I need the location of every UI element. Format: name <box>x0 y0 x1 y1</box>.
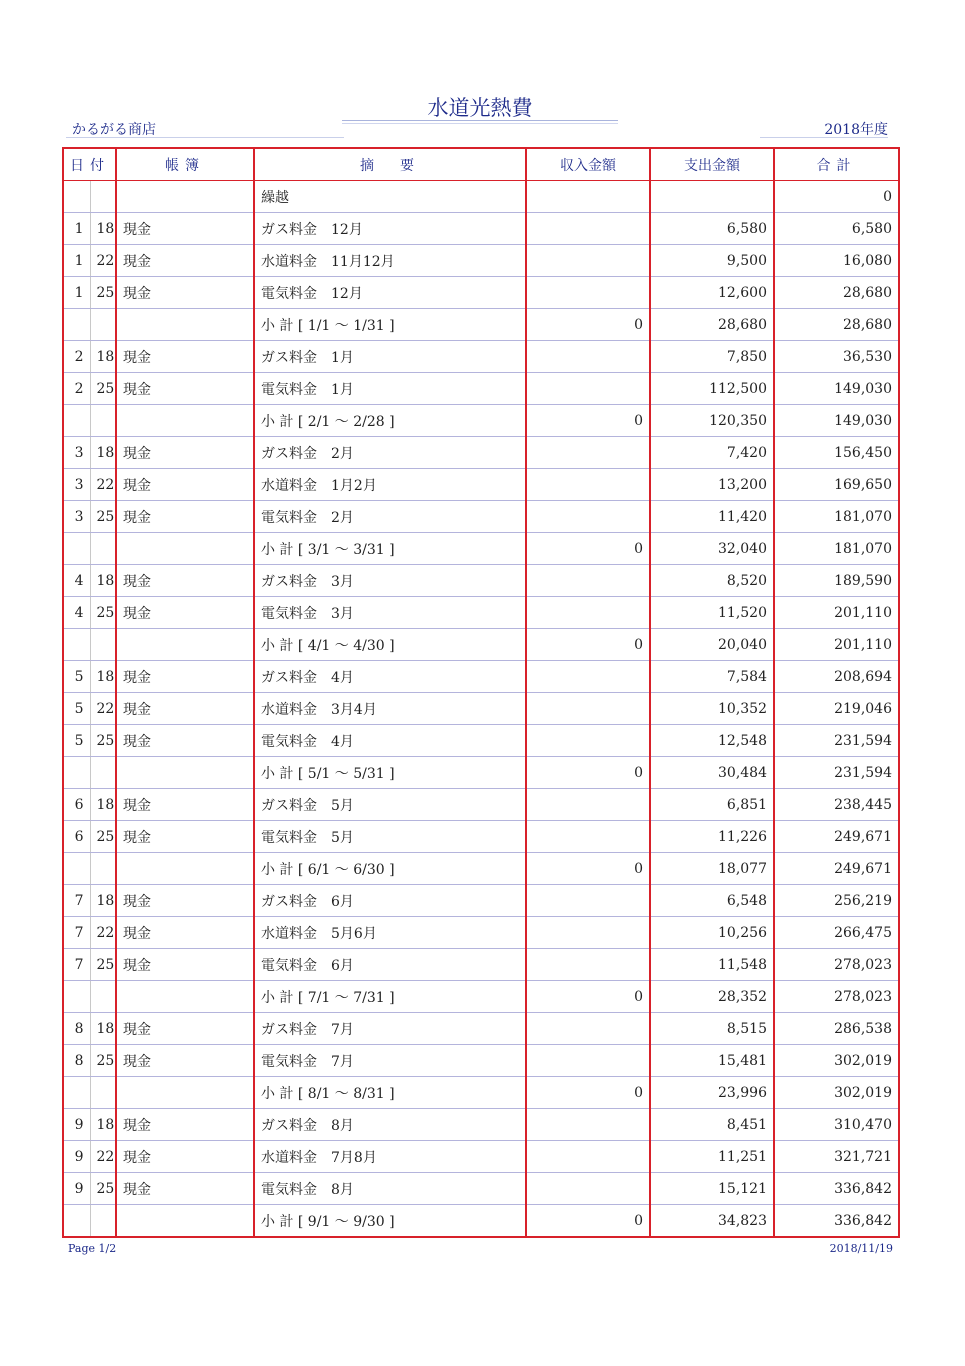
cell-day <box>90 981 116 1013</box>
table-row <box>63 917 899 949</box>
cell-expense: 18,077 <box>650 853 774 885</box>
cell-summary: 小 計 [ 6/1 ～ 6/30 ] <box>254 853 526 885</box>
cell-day <box>90 757 116 789</box>
cell-summary: 水道料金 5月6月 <box>254 917 526 949</box>
cell-book <box>116 533 254 565</box>
column-header-expense: 支出金額 <box>650 148 774 181</box>
cell-day: 25 <box>90 725 116 757</box>
cell-total: 28,680 <box>774 309 899 341</box>
cell-month: 7 <box>63 917 90 949</box>
cell-expense: 7,584 <box>650 661 774 693</box>
column-header-income: 収入金額 <box>526 148 650 181</box>
cell-income: 0 <box>526 629 650 661</box>
cell-book: 現金 <box>116 789 254 821</box>
cell-summary: 小 計 [ 9/1 ～ 9/30 ] <box>254 1205 526 1238</box>
table-row <box>63 885 899 917</box>
cell-summary: ガス料金 7月 <box>254 1013 526 1045</box>
report-title: 水道光熱費 <box>342 92 618 121</box>
cell-summary: 電気料金 3月 <box>254 597 526 629</box>
cell-book: 現金 <box>116 597 254 629</box>
table-row <box>63 661 899 693</box>
cell-total: 310,470 <box>774 1109 899 1141</box>
cell-book <box>116 405 254 437</box>
cell-income <box>526 565 650 597</box>
cell-day: 18 <box>90 661 116 693</box>
cell-month: 1 <box>63 245 90 277</box>
fiscal-year: 2018年度 <box>760 119 888 138</box>
cell-expense: 15,121 <box>650 1173 774 1205</box>
cell-month <box>63 1205 90 1238</box>
cell-month: 1 <box>63 277 90 309</box>
cell-month: 1 <box>63 213 90 245</box>
ledger-body <box>63 181 899 1238</box>
cell-month: 5 <box>63 693 90 725</box>
cell-month: 9 <box>63 1141 90 1173</box>
table-header-row <box>63 148 899 181</box>
cell-book: 現金 <box>116 1045 254 1077</box>
cell-expense: 10,256 <box>650 917 774 949</box>
cell-day: 18 <box>90 1013 116 1045</box>
cell-month: 4 <box>63 565 90 597</box>
cell-expense: 15,481 <box>650 1045 774 1077</box>
cell-month: 2 <box>63 373 90 405</box>
cell-day <box>90 629 116 661</box>
cell-income <box>526 277 650 309</box>
cell-income <box>526 373 650 405</box>
table-row <box>63 629 899 661</box>
cell-income: 0 <box>526 1077 650 1109</box>
cell-month: 7 <box>63 885 90 917</box>
cell-book: 現金 <box>116 373 254 405</box>
cell-total: 28,680 <box>774 277 899 309</box>
cell-total: 302,019 <box>774 1045 899 1077</box>
cell-expense: 7,420 <box>650 437 774 469</box>
cell-summary: 電気料金 2月 <box>254 501 526 533</box>
table-row <box>63 181 899 213</box>
table-row <box>63 405 899 437</box>
cell-summary: 小 計 [ 2/1 ～ 2/28 ] <box>254 405 526 437</box>
cell-total: 231,594 <box>774 757 899 789</box>
cell-month <box>63 309 90 341</box>
cell-day: 18 <box>90 213 116 245</box>
cell-summary: 小 計 [ 8/1 ～ 8/31 ] <box>254 1077 526 1109</box>
table-row <box>63 789 899 821</box>
cell-income <box>526 1141 650 1173</box>
cell-summary: ガス料金 8月 <box>254 1109 526 1141</box>
cell-month: 3 <box>63 501 90 533</box>
cell-day: 25 <box>90 821 116 853</box>
cell-total: 336,842 <box>774 1173 899 1205</box>
cell-expense: 28,352 <box>650 981 774 1013</box>
cell-total: 256,219 <box>774 885 899 917</box>
cell-total: 149,030 <box>774 405 899 437</box>
cell-income <box>526 213 650 245</box>
cell-expense: 11,251 <box>650 1141 774 1173</box>
cell-total: 208,694 <box>774 661 899 693</box>
cell-book: 現金 <box>116 821 254 853</box>
cell-book: 現金 <box>116 1013 254 1045</box>
table-row <box>63 1109 899 1141</box>
cell-day <box>90 181 116 213</box>
cell-day: 22 <box>90 693 116 725</box>
cell-month: 6 <box>63 789 90 821</box>
cell-summary: 小 計 [ 7/1 ～ 7/31 ] <box>254 981 526 1013</box>
cell-month <box>63 1077 90 1109</box>
cell-income <box>526 693 650 725</box>
cell-expense <box>650 181 774 213</box>
cell-day: 25 <box>90 277 116 309</box>
cell-total: 6,580 <box>774 213 899 245</box>
cell-income <box>526 821 650 853</box>
cell-income <box>526 245 650 277</box>
cell-day: 18 <box>90 565 116 597</box>
cell-expense: 13,200 <box>650 469 774 501</box>
cell-book <box>116 981 254 1013</box>
cell-book: 現金 <box>116 213 254 245</box>
table-row <box>63 1141 899 1173</box>
table-row <box>63 981 899 1013</box>
table-row <box>63 277 899 309</box>
table-row <box>63 341 899 373</box>
cell-summary: 水道料金 7月8月 <box>254 1141 526 1173</box>
print-date: 2018/11/19 <box>829 1242 893 1255</box>
cell-summary: 電気料金 4月 <box>254 725 526 757</box>
cell-day: 25 <box>90 949 116 981</box>
cell-summary: 電気料金 1月 <box>254 373 526 405</box>
cell-total: 169,650 <box>774 469 899 501</box>
cell-book: 現金 <box>116 469 254 501</box>
cell-book: 現金 <box>116 725 254 757</box>
cell-income: 0 <box>526 853 650 885</box>
cell-income <box>526 1173 650 1205</box>
cell-month <box>63 533 90 565</box>
cell-total: 181,070 <box>774 501 899 533</box>
cell-summary: 水道料金 11月12月 <box>254 245 526 277</box>
cell-day: 25 <box>90 1173 116 1205</box>
cell-summary: 電気料金 8月 <box>254 1173 526 1205</box>
cell-month: 6 <box>63 821 90 853</box>
column-header-date: 日付 <box>63 148 116 181</box>
table-row <box>63 213 899 245</box>
cell-summary: ガス料金 6月 <box>254 885 526 917</box>
cell-summary: 小 計 [ 1/1 ～ 1/31 ] <box>254 309 526 341</box>
table-row <box>63 949 899 981</box>
cell-expense: 30,484 <box>650 757 774 789</box>
cell-expense: 8,520 <box>650 565 774 597</box>
cell-expense: 6,851 <box>650 789 774 821</box>
cell-summary: ガス料金 4月 <box>254 661 526 693</box>
cell-month: 8 <box>63 1013 90 1045</box>
cell-month: 5 <box>63 725 90 757</box>
cell-expense: 12,548 <box>650 725 774 757</box>
table-row <box>63 1077 899 1109</box>
company-name: かるがる商店 <box>66 119 344 138</box>
cell-summary: 小 計 [ 5/1 ～ 5/31 ] <box>254 757 526 789</box>
table-row <box>63 821 899 853</box>
cell-income: 0 <box>526 533 650 565</box>
cell-summary: 電気料金 12月 <box>254 277 526 309</box>
cell-total: 231,594 <box>774 725 899 757</box>
cell-total: 266,475 <box>774 917 899 949</box>
cell-expense: 112,500 <box>650 373 774 405</box>
cell-expense: 120,350 <box>650 405 774 437</box>
cell-expense: 11,548 <box>650 949 774 981</box>
cell-income <box>526 725 650 757</box>
cell-month: 3 <box>63 437 90 469</box>
cell-income <box>526 789 650 821</box>
table-row <box>63 1173 899 1205</box>
cell-month <box>63 757 90 789</box>
cell-book <box>116 629 254 661</box>
column-header-summary: 摘 要 <box>254 148 526 181</box>
cell-book <box>116 1077 254 1109</box>
cell-income: 0 <box>526 757 650 789</box>
cell-day <box>90 405 116 437</box>
ledger-table <box>62 147 900 1238</box>
cell-day: 25 <box>90 1045 116 1077</box>
cell-summary: ガス料金 1月 <box>254 341 526 373</box>
cell-income <box>526 949 650 981</box>
cell-total: 156,450 <box>774 437 899 469</box>
cell-day: 18 <box>90 437 116 469</box>
cell-month <box>63 981 90 1013</box>
cell-total: 321,721 <box>774 1141 899 1173</box>
cell-book: 現金 <box>116 341 254 373</box>
cell-expense: 11,420 <box>650 501 774 533</box>
cell-day: 25 <box>90 501 116 533</box>
cell-income <box>526 885 650 917</box>
cell-expense: 34,823 <box>650 1205 774 1238</box>
cell-book: 現金 <box>116 885 254 917</box>
cell-income: 0 <box>526 405 650 437</box>
cell-book: 現金 <box>116 501 254 533</box>
cell-total: 278,023 <box>774 949 899 981</box>
cell-book <box>116 181 254 213</box>
cell-total: 278,023 <box>774 981 899 1013</box>
cell-summary: 小 計 [ 3/1 ～ 3/31 ] <box>254 533 526 565</box>
cell-income <box>526 1013 650 1045</box>
cell-total: 189,590 <box>774 565 899 597</box>
cell-income <box>526 469 650 501</box>
cell-book <box>116 309 254 341</box>
cell-expense: 32,040 <box>650 533 774 565</box>
cell-expense: 23,996 <box>650 1077 774 1109</box>
table-row <box>63 693 899 725</box>
cell-total: 302,019 <box>774 1077 899 1109</box>
cell-income <box>526 181 650 213</box>
cell-expense: 6,548 <box>650 885 774 917</box>
cell-expense: 10,352 <box>650 693 774 725</box>
cell-income <box>526 917 650 949</box>
cell-month: 3 <box>63 469 90 501</box>
cell-total: 219,046 <box>774 693 899 725</box>
table-row <box>63 757 899 789</box>
cell-summary: 水道料金 3月4月 <box>254 693 526 725</box>
cell-day: 22 <box>90 1141 116 1173</box>
cell-day <box>90 309 116 341</box>
cell-book: 現金 <box>116 917 254 949</box>
cell-month <box>63 405 90 437</box>
table-row <box>63 533 899 565</box>
cell-total: 36,530 <box>774 341 899 373</box>
cell-summary: 電気料金 5月 <box>254 821 526 853</box>
cell-total: 16,080 <box>774 245 899 277</box>
table-row <box>63 1013 899 1045</box>
cell-income <box>526 597 650 629</box>
cell-book: 現金 <box>116 565 254 597</box>
cell-income: 0 <box>526 1205 650 1238</box>
cell-income <box>526 501 650 533</box>
cell-total: 249,671 <box>774 853 899 885</box>
cell-book: 現金 <box>116 1173 254 1205</box>
cell-day: 18 <box>90 1109 116 1141</box>
cell-summary: ガス料金 12月 <box>254 213 526 245</box>
cell-day: 18 <box>90 789 116 821</box>
table-row <box>63 1045 899 1077</box>
cell-month: 4 <box>63 597 90 629</box>
cell-summary: 小 計 [ 4/1 ～ 4/30 ] <box>254 629 526 661</box>
cell-month: 9 <box>63 1109 90 1141</box>
cell-day: 25 <box>90 373 116 405</box>
cell-income <box>526 1045 650 1077</box>
cell-income <box>526 661 650 693</box>
cell-total: 201,110 <box>774 597 899 629</box>
table-row <box>63 597 899 629</box>
cell-day: 22 <box>90 245 116 277</box>
cell-total: 336,842 <box>834 1212 892 1229</box>
table-row <box>63 501 899 533</box>
cell-day <box>90 1077 116 1109</box>
cell-book: 現金 <box>116 437 254 469</box>
cell-total: 249,671 <box>774 821 899 853</box>
cell-book: 現金 <box>116 277 254 309</box>
column-header-book: 帳簿 <box>116 148 254 181</box>
cell-summary: 水道料金 1月2月 <box>254 469 526 501</box>
table-row <box>63 853 899 885</box>
cell-day: 18 <box>90 341 116 373</box>
cell-income <box>526 1109 650 1141</box>
cell-book <box>116 1205 254 1238</box>
cell-month: 7 <box>63 949 90 981</box>
table-row <box>63 309 899 341</box>
cell-total: 0 <box>774 181 899 213</box>
cell-expense: 20,040 <box>650 629 774 661</box>
table-row <box>63 469 899 501</box>
cell-day: 18 <box>90 885 116 917</box>
cell-total: 286,538 <box>774 1013 899 1045</box>
cell-expense: 7,850 <box>650 341 774 373</box>
cell-day: 22 <box>90 469 116 501</box>
cell-income <box>526 341 650 373</box>
cell-month: 8 <box>63 1045 90 1077</box>
cell-book <box>116 853 254 885</box>
cell-summary: ガス料金 5月 <box>254 789 526 821</box>
cell-month: 9 <box>63 1173 90 1205</box>
table-row <box>63 725 899 757</box>
cell-expense: 8,451 <box>650 1109 774 1141</box>
cell-book: 現金 <box>116 949 254 981</box>
cell-month <box>63 181 90 213</box>
cell-expense: 12,600 <box>650 277 774 309</box>
cell-summary: 繰越 <box>254 181 526 213</box>
table-row <box>63 565 899 597</box>
cell-expense: 11,226 <box>650 821 774 853</box>
table-row <box>63 1205 899 1238</box>
cell-book: 現金 <box>116 1109 254 1141</box>
cell-book: 現金 <box>116 1141 254 1173</box>
cell-expense: 11,520 <box>650 597 774 629</box>
cell-total: 149,030 <box>774 373 899 405</box>
cell-income <box>526 437 650 469</box>
cell-summary: ガス料金 2月 <box>254 437 526 469</box>
cell-day <box>90 853 116 885</box>
cell-book: 現金 <box>116 661 254 693</box>
column-header-total: 合計 <box>774 148 899 181</box>
cell-expense: 6,580 <box>650 213 774 245</box>
cell-day <box>90 1205 116 1238</box>
page-number: Page 1/2 <box>68 1242 117 1255</box>
cell-month: 5 <box>63 661 90 693</box>
cell-total: 201,110 <box>774 629 899 661</box>
cell-day <box>90 533 116 565</box>
cell-month: 2 <box>63 341 90 373</box>
cell-summary: ガス料金 3月 <box>254 565 526 597</box>
cell-day: 25 <box>90 597 116 629</box>
cell-day: 22 <box>90 917 116 949</box>
cell-expense: 28,680 <box>650 309 774 341</box>
cell-book: 現金 <box>116 245 254 277</box>
cell-expense: 9,500 <box>650 245 774 277</box>
cell-total: 238,445 <box>774 789 899 821</box>
cell-income: 0 <box>526 309 650 341</box>
cell-income: 0 <box>526 981 650 1013</box>
cell-total: 181,070 <box>774 533 899 565</box>
cell-summary: 電気料金 6月 <box>254 949 526 981</box>
table-row <box>63 373 899 405</box>
table-row <box>63 437 899 469</box>
cell-book: 現金 <box>116 693 254 725</box>
cell-month <box>63 853 90 885</box>
cell-month <box>63 629 90 661</box>
table-row <box>63 245 899 277</box>
cell-expense: 8,515 <box>650 1013 774 1045</box>
cell-summary: 電気料金 7月 <box>254 1045 526 1077</box>
cell-book <box>116 757 254 789</box>
